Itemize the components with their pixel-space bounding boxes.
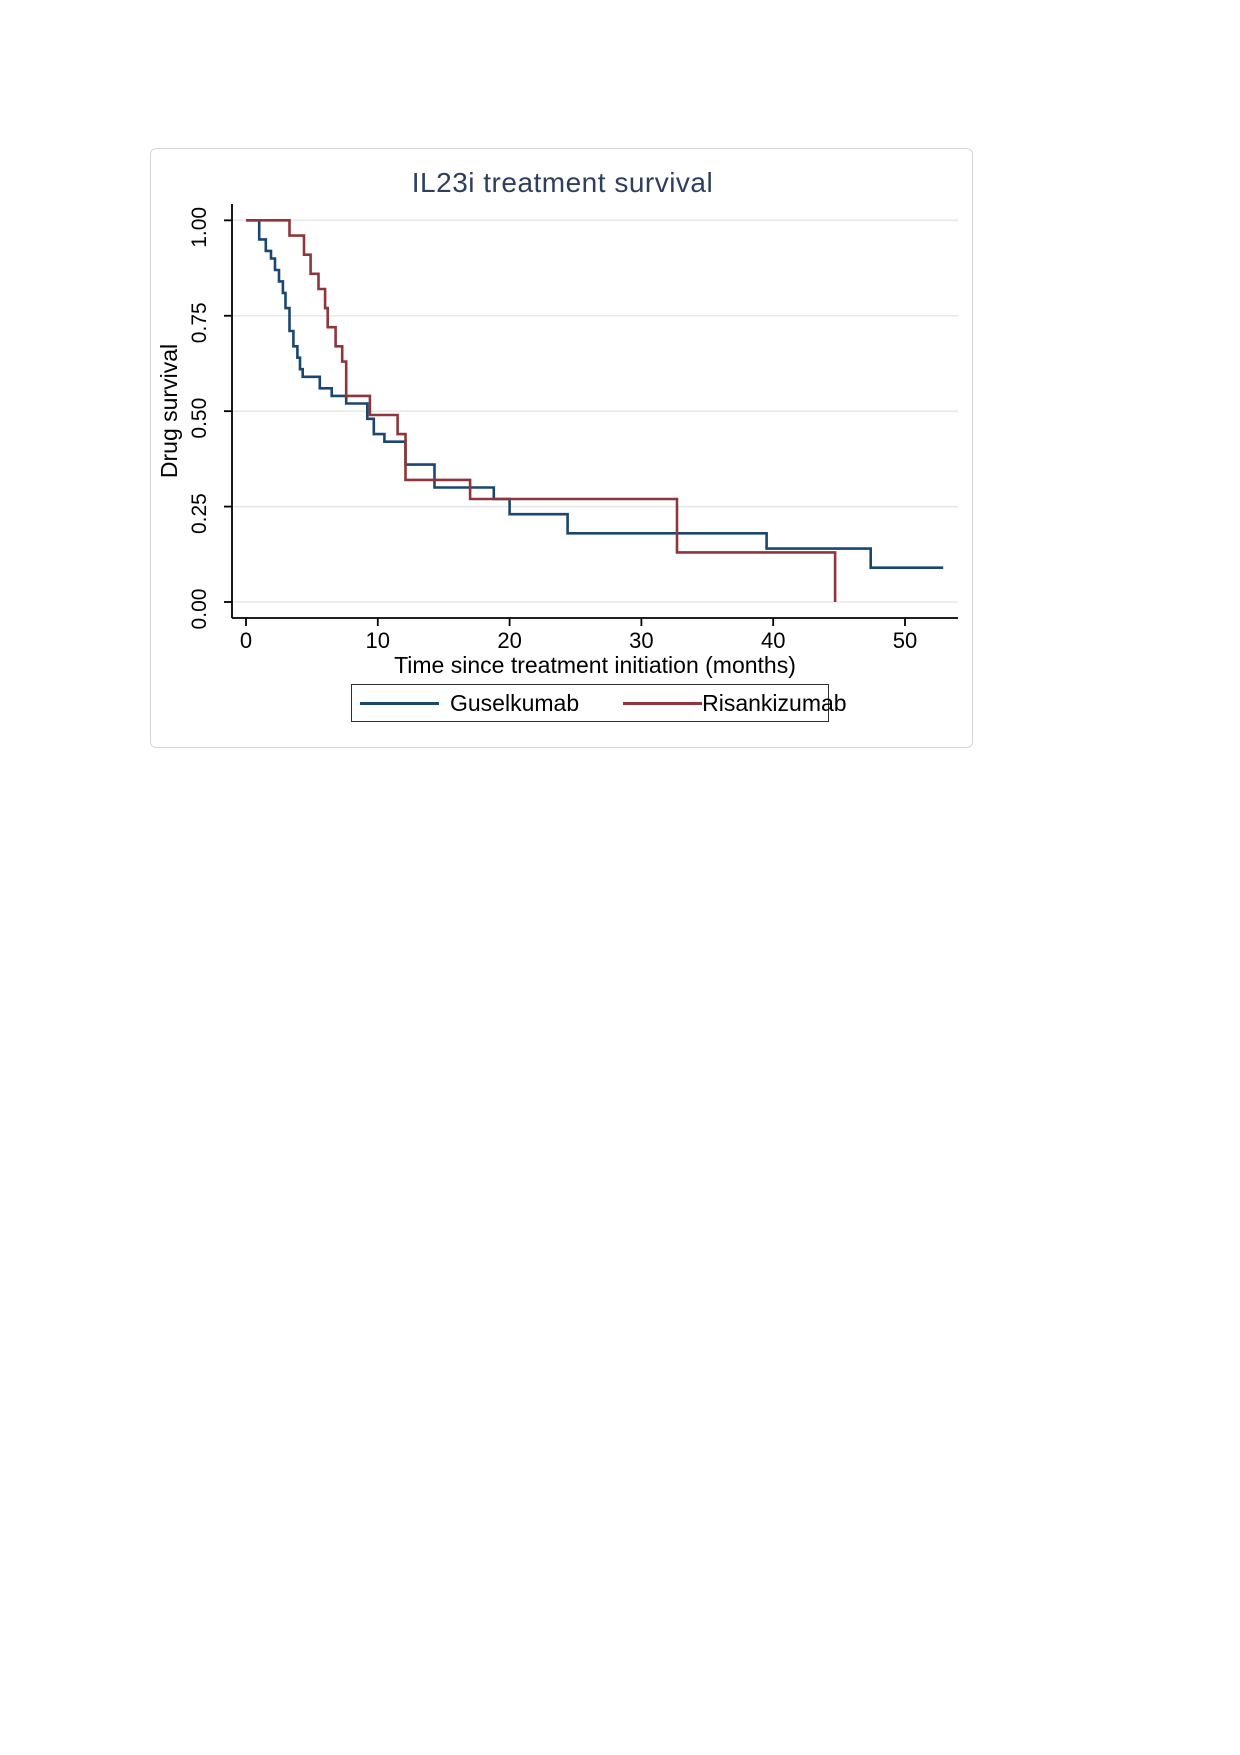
x-tick-label: 30 bbox=[629, 628, 654, 653]
x-tick-label: 50 bbox=[892, 628, 918, 653]
legend-box bbox=[351, 684, 847, 722]
x-tick-label: 10 bbox=[365, 628, 391, 653]
y-axis-title: Drug survival bbox=[156, 343, 182, 479]
y-tick-label: 0.75 bbox=[188, 302, 211, 344]
x-tick-label: 20 bbox=[497, 628, 522, 653]
y-tick-label: 0.50 bbox=[188, 397, 211, 439]
legend-label-guselkumab: Guselkumab bbox=[450, 689, 580, 716]
tick-labels-group bbox=[188, 207, 917, 653]
axes-group bbox=[224, 204, 958, 626]
chart-title: IL23i treatment survival bbox=[411, 167, 714, 198]
legend-label-risankizumab: Risankizumab bbox=[702, 689, 847, 716]
gridlines-group bbox=[232, 220, 958, 602]
y-tick-label: 0.00 bbox=[188, 588, 211, 630]
km-curve-guselkumab bbox=[246, 220, 943, 567]
x-tick-label: 0 bbox=[239, 628, 253, 653]
x-tick-label: 40 bbox=[760, 628, 786, 653]
y-tick-label: 0.25 bbox=[188, 493, 211, 535]
legend-line-risankizumab bbox=[623, 702, 702, 705]
legend-line-guselkumab bbox=[360, 702, 439, 705]
chart-card bbox=[150, 148, 973, 748]
x-axis-title: Time since treatment initiation (months) bbox=[394, 652, 796, 678]
y-tick-label: 1.00 bbox=[188, 206, 211, 248]
km-plot-svg bbox=[151, 149, 974, 749]
